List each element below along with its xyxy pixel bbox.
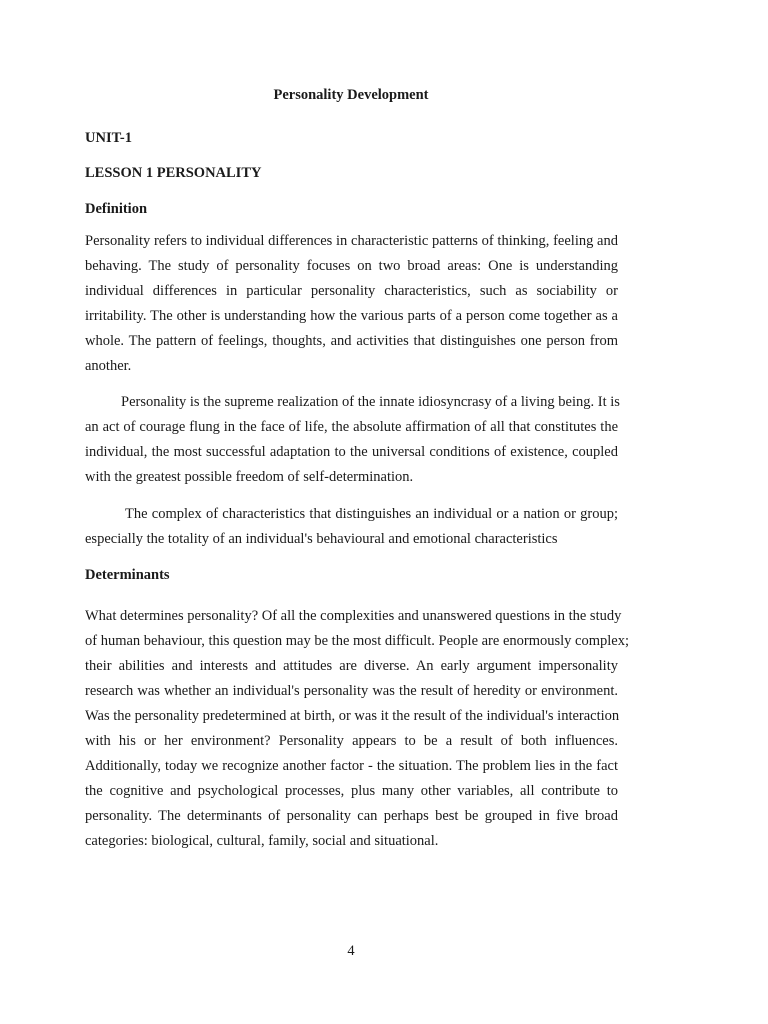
paragraph-line: individual differences in particular personality characteristics, such as sociability or [85,283,618,299]
paragraph-line: the cognitive and psychological processes, plus many other variables, all contribute to [85,783,618,799]
document-title: Personality Development [273,87,429,103]
paragraph-line: another. [85,358,132,374]
unit-heading: UNIT-1 [85,130,133,146]
paragraph-line: with the greatest possible freedom of self-determination. [85,469,414,485]
paragraph-line: research was whether an individual's personality was the result of heredity or environment. [85,683,618,699]
determinants-heading: Determinants [85,567,170,583]
paragraph-line: personality. The determinants of personality can perhaps best be grouped in five broad [85,808,618,824]
definition-paragraph-2 [85,390,618,490]
paragraph-line: whole. The pattern of feelings, thoughts, and activities that distinguishes one person from [85,333,618,349]
paragraph-line: What determines personality? Of all the complexities and unanswered questions in the study [85,608,622,624]
paragraph-line: Personality is the supreme realization of the innate idiosyncrasy of a living being. It is [121,394,620,410]
definition-paragraph-1 [85,229,618,379]
paragraph-line: behaving. The study of personality focuses on two broad areas: One is understanding [85,258,618,274]
definition-heading: Definition [85,201,148,217]
paragraph-line: an act of courage flung in the face of life, the absolute affirmation of all that constitutes the [85,419,618,435]
paragraph-line: their abilities and interests and attitudes are diverse. An early argument impersonality [85,658,618,674]
paragraph-line: Was the personality predetermined at birth, or was it the result of the individual's interaction [85,708,620,724]
lesson-heading: LESSON 1 PERSONALITY [85,165,262,181]
paragraph-line: Personality refers to individual differences in characteristic patterns of thinking, feeling and [85,233,618,249]
paragraph-line: with his or her environment? Personality appears to be a result of both influences. [85,733,618,749]
paragraph-line: Additionally, today we recognize another factor - the situation. The problem lies in the fact [85,758,618,774]
page-number: 4 [347,943,355,959]
paragraph-line: The complex of characteristics that distinguishes an individual or a nation or group; [125,506,618,522]
paragraph-line: individual, the most successful adaptation to the universal conditions of existence, coupled [85,444,618,460]
paragraph-line: irritability. The other is understanding how the various parts of a person come together as a [85,308,618,324]
determinants-paragraph [85,604,629,854]
paragraph-line: of human behaviour, this question may be the most difficult. People are enormously complex; [85,633,629,649]
definition-paragraph-3 [85,502,618,552]
paragraph-line: especially the totality of an individual's behavioural and emotional characteristics [85,531,558,547]
paragraph-line: categories: biological, cultural, family, social and situational. [85,833,439,849]
